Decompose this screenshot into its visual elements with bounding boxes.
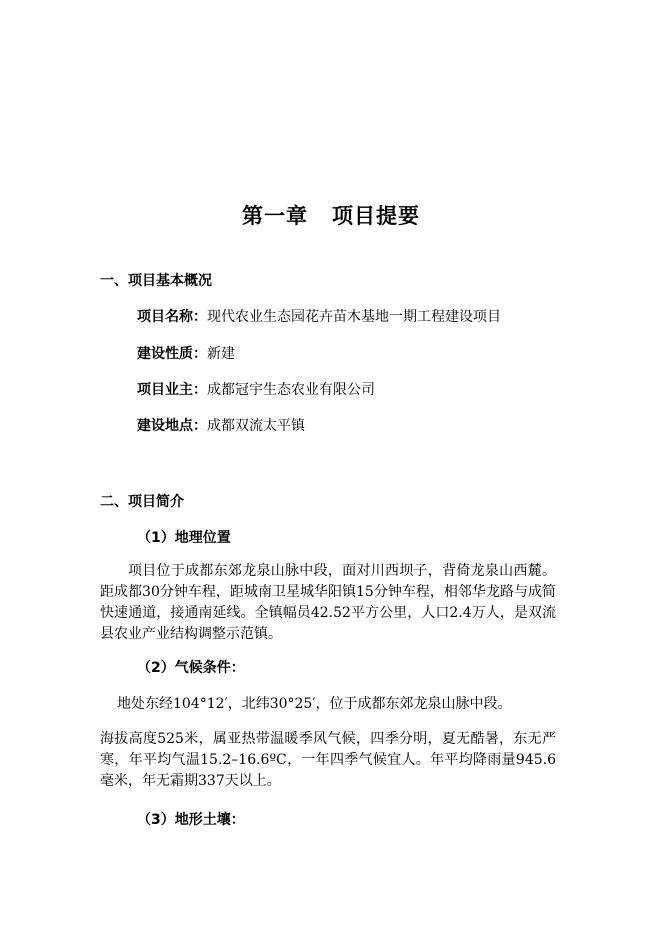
section-heading-overview: 一、项目基本概况 xyxy=(100,273,212,289)
construction-site-value: 成都双流太平镇 xyxy=(207,418,305,434)
climate-paragraph: 海拔高度525米，属亚热带温暖季风气候，四季分明，夏无酷暑，东无严寒，年平均气温15.2–16.6ºC，一年四季气候宜人。年平均降雨量945.6毫米，年无霜期337天以上。 xyxy=(100,731,556,789)
project-name-row xyxy=(137,306,501,326)
climate-heading: （2）气候条件： xyxy=(137,660,245,676)
geo-heading: （1）地理位置 xyxy=(137,530,231,546)
geo-paragraph: 项目位于成都东郊龙泉山脉中段，面对川西坝子，背倚龙泉山西麓。距成都30分钟车程，距城南卫星城华阳镇15分钟车程，相邻华龙路与成简快速通道，接通南延线。全镇幅员42.52平方公里，人口2.4万人，是双流县农业产业结构调整示范镇。 xyxy=(100,563,556,642)
project-owner-label: 项目业主： xyxy=(137,382,207,398)
chapter-name: 项目提要 xyxy=(332,204,420,228)
climate-coordinates-line: 地处东经104°12′，北纬30°25′，位于成都东郊龙泉山脉中段。 xyxy=(117,696,512,712)
construction-site-row xyxy=(137,415,305,435)
project-owner-value: 成都冠宇生态农业有限公司 xyxy=(207,382,375,398)
construction-nature-label: 建设性质： xyxy=(137,346,207,362)
project-owner-row xyxy=(137,379,375,399)
chapter-title xyxy=(0,200,662,230)
chapter-number: 第一章 xyxy=(242,204,308,228)
terrain-heading: （3）地形土壤： xyxy=(137,812,245,828)
project-name-value: 现代农业生态园花卉苗木基地一期工程建设项目 xyxy=(207,309,501,325)
project-name-label: 项目名称： xyxy=(137,309,207,325)
construction-nature-value: 新建 xyxy=(207,346,235,362)
construction-nature-row xyxy=(137,343,235,363)
section-heading-intro: 二、项目简介 xyxy=(100,494,184,510)
construction-site-label: 建设地点： xyxy=(137,418,207,434)
